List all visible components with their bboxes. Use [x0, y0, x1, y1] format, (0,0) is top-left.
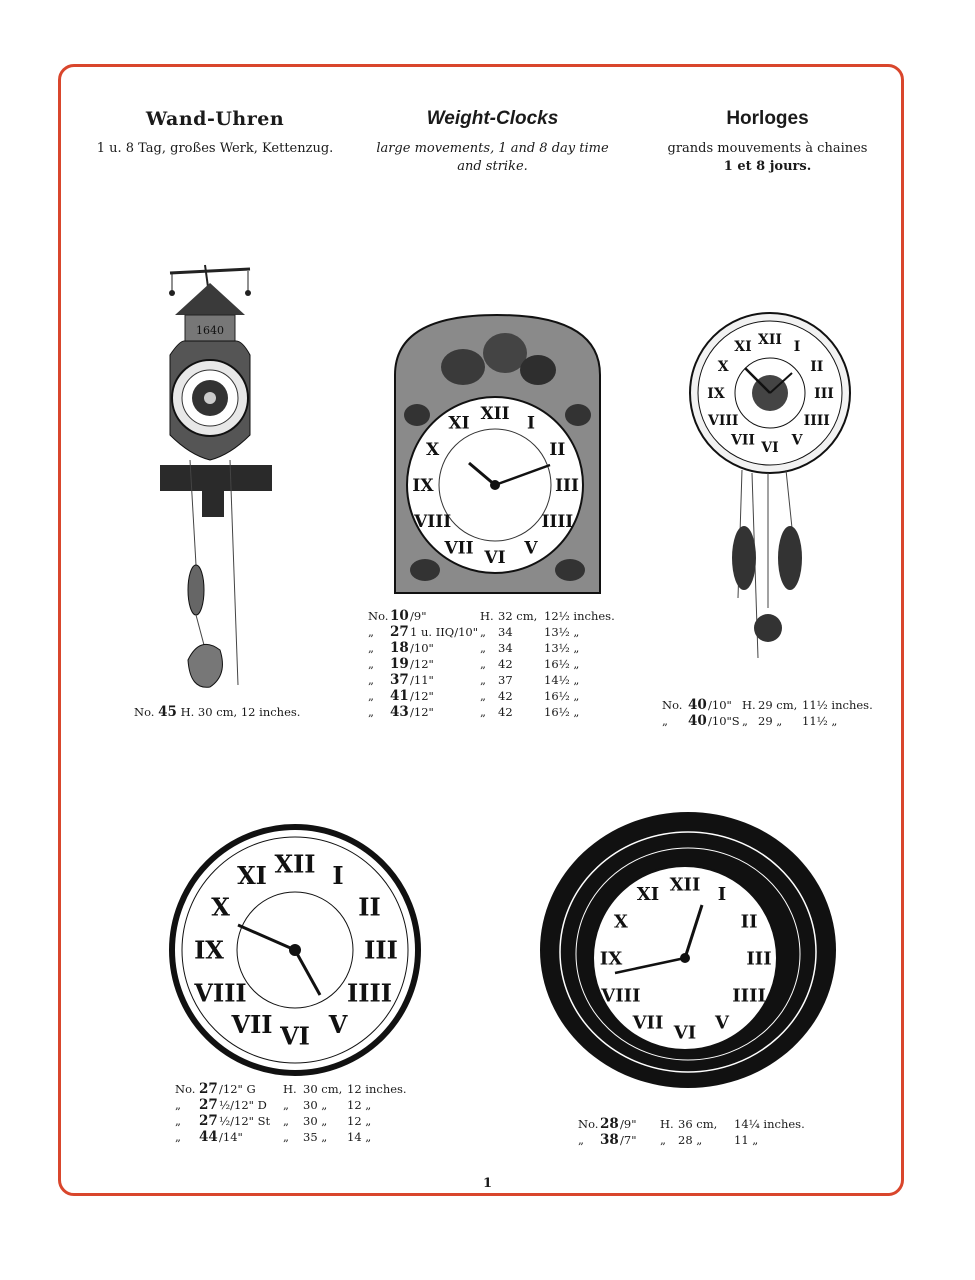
french-title: Horloges [726, 108, 809, 129]
dial-numeral: XII [480, 403, 510, 424]
page-number: 1 [482, 1176, 493, 1191]
spec-no: 27 [199, 1081, 218, 1097]
spec-no: 40 [688, 697, 707, 713]
dial-numeral: IIII [732, 985, 766, 1007]
dial-numeral: III [555, 475, 579, 496]
dial-numeral: I [527, 413, 535, 434]
spec-a: „ [175, 1114, 181, 1128]
dial-numeral: XII [274, 849, 316, 879]
spec-a: „ [175, 1098, 181, 1112]
spec-a: No. [578, 1117, 599, 1131]
spec-size: /12" [410, 705, 434, 719]
spec-h: H. [480, 609, 494, 623]
spec-h: „ [660, 1133, 666, 1147]
french-subtitle-line2: 1 et 8 jours. [723, 159, 812, 174]
spec-size: 1 u. IIQ/10" [410, 625, 479, 639]
clock-10-illustration [395, 315, 600, 595]
spec-h: H. [283, 1082, 297, 1096]
spec-in: 11½ „ [802, 714, 838, 728]
spec-h: „ [480, 641, 486, 655]
spec-in: 13½ „ [544, 625, 580, 639]
spec-in: 12½ inches. [544, 609, 615, 623]
dial-numeral: IX [599, 948, 623, 970]
english-subtitle-line1: large movements, 1 and 8 day time [376, 141, 609, 156]
dial-numeral: III [814, 385, 834, 402]
dial-numeral: X [613, 911, 628, 933]
dial-numeral: XI [636, 884, 660, 906]
clock-45-prefix: No. [134, 705, 155, 719]
spec-a: „ [662, 714, 668, 728]
dial-numeral: V [791, 432, 803, 449]
dial-numeral: VI [761, 439, 779, 456]
spec-cm: 28 „ [678, 1133, 703, 1147]
spec-cm: 30 cm, [303, 1082, 343, 1096]
spec-in: 16½ „ [544, 657, 580, 671]
spec-h: „ [283, 1130, 289, 1144]
spec-no: 43 [390, 704, 409, 720]
spec-a: „ [368, 673, 374, 687]
spec-h: „ [742, 714, 748, 728]
spec-a: No. [662, 698, 683, 712]
french-subtitle-line1: grands mouvements à chaines [667, 141, 868, 156]
dial-numeral: V [524, 538, 538, 559]
spec-h: H. [742, 698, 756, 712]
spec-no: 27 [199, 1097, 218, 1113]
german-header [80, 108, 350, 158]
spec-a: „ [368, 625, 374, 639]
dial-numeral: VII [444, 538, 474, 559]
english-subtitle [360, 140, 625, 176]
dial-numeral: V [715, 1012, 729, 1034]
dial-numeral: X [426, 439, 440, 460]
dial-numeral: X [211, 892, 230, 922]
dial-numeral: XII [669, 874, 701, 896]
spec-in: 14½ „ [544, 673, 580, 687]
dial-numeral: II [740, 911, 758, 933]
dial-numeral: V [328, 1009, 348, 1039]
english-title: Weight-Clocks [426, 108, 559, 129]
spec-in: 12 „ [347, 1114, 372, 1128]
dial-numeral: XII [758, 331, 782, 348]
dial-numeral: VI [484, 547, 506, 568]
spec-size: /9" [410, 609, 427, 623]
dial-numeral: III [746, 948, 772, 970]
spec-cm: 29 cm, [758, 698, 798, 712]
spec-a: „ [368, 641, 374, 655]
spec-h: „ [480, 625, 486, 639]
spec-a: „ [368, 689, 374, 703]
spec-cm: 34 [498, 641, 513, 655]
english-header [360, 108, 625, 176]
spec-size: /14" [219, 1130, 243, 1144]
spec-size: /11" [410, 673, 434, 687]
german-subtitle: 1 u. 8 Tag, großes Werk, Kettenzug. [96, 141, 334, 156]
spec-no: 19 [390, 656, 409, 672]
dial-numeral: IX [707, 385, 725, 402]
dial-numeral: III [364, 935, 398, 965]
spec-no: 28 [600, 1116, 619, 1132]
spec-in: 12 inches. [347, 1082, 407, 1096]
dial-numeral: II [549, 439, 566, 460]
spec-in: 14 „ [347, 1130, 372, 1144]
spec-in: 12 „ [347, 1098, 372, 1112]
spec-cm: 36 cm, [678, 1117, 718, 1131]
spec-no: 18 [390, 640, 409, 656]
dial-numeral: X [717, 358, 729, 375]
dial-numeral: I [793, 339, 801, 356]
dial-numeral: VIII [601, 985, 641, 1007]
dial-numeral: VI [280, 1021, 310, 1051]
spec-a: „ [368, 657, 374, 671]
dial-numeral: I [717, 884, 727, 906]
spec-in: 13½ „ [544, 641, 580, 655]
clock-27-illustration [170, 825, 420, 1075]
spec-cm: 42 [498, 657, 513, 671]
spec-no: 40 [688, 713, 707, 729]
clock-45-year: 1640 [196, 324, 224, 337]
spec-size: /12" [410, 657, 434, 671]
spec-cm: 30 „ [303, 1114, 328, 1128]
spec-h: „ [480, 705, 486, 719]
spec-cm: 42 [498, 689, 513, 703]
spec-size: ½/12" D [219, 1098, 267, 1112]
spec-cm: 34 [498, 625, 513, 639]
clock-45-illustration [160, 265, 290, 695]
french-header [650, 108, 885, 176]
english-subtitle-line2: and strike. [457, 159, 528, 174]
spec-cm: 30 „ [303, 1098, 328, 1112]
spec-in: 16½ „ [544, 705, 580, 719]
dial-numeral: VIII [414, 511, 452, 532]
french-subtitle [650, 140, 885, 176]
spec-no: 27 [199, 1113, 218, 1129]
spec-no: 27 [390, 624, 409, 640]
spec-size: /10"S [708, 714, 740, 728]
dial-numeral: II [358, 892, 381, 922]
spec-size: /9" [620, 1117, 637, 1131]
spec-cm: 37 [498, 673, 513, 687]
spec-size: /10" [410, 641, 434, 655]
dial-numeral: VIII [194, 978, 247, 1008]
dial-numeral: I [332, 860, 344, 890]
spec-a: No. [175, 1082, 196, 1096]
spec-cm: 29 „ [758, 714, 783, 728]
spec-h: „ [480, 673, 486, 687]
spec-no: 41 [390, 688, 409, 704]
dial-numeral: XI [448, 413, 470, 434]
spec-size: /12" [410, 689, 434, 703]
spec-a: „ [368, 705, 374, 719]
clock-40-illustration [690, 318, 860, 678]
spec-in: 14¼ inches. [734, 1117, 805, 1131]
spec-h: „ [480, 657, 486, 671]
spec-cm: 42 [498, 705, 513, 719]
dial-numeral: IIII [803, 412, 830, 429]
spec-size: /12" G [219, 1082, 256, 1096]
dial-numeral: VIII [707, 412, 739, 429]
dial-numeral: XI [237, 860, 267, 890]
spec-no: 10 [390, 608, 409, 624]
dial-numeral: IX [194, 935, 224, 965]
spec-no: 37 [390, 672, 409, 688]
german-title: Wand-Uhren [145, 108, 285, 130]
spec-in: 11 „ [734, 1133, 759, 1147]
spec-cm: 35 „ [303, 1130, 328, 1144]
spec-h: H. [660, 1117, 674, 1131]
clock-45-caption [134, 704, 300, 720]
dial-numeral: II [810, 358, 824, 375]
spec-h: „ [283, 1114, 289, 1128]
spec-size: /10" [708, 698, 732, 712]
clock-45-number: 45 [158, 704, 177, 720]
dial-numeral: XI [734, 339, 752, 356]
spec-cm: 32 cm, [498, 609, 538, 623]
dial-numeral: VII [231, 1009, 273, 1039]
spec-size: /7" [620, 1133, 637, 1147]
clock-45-dimensions: H. 30 cm, 12 inches. [180, 705, 301, 719]
dial-numeral: VII [731, 432, 755, 449]
spec-size: ½/12" St [219, 1114, 271, 1128]
spec-no: 38 [600, 1132, 619, 1148]
spec-a: No. [368, 609, 389, 623]
clock-28-illustration [540, 810, 840, 1090]
dial-numeral: VII [632, 1012, 664, 1034]
dial-numeral: VI [673, 1022, 697, 1044]
spec-h: „ [480, 689, 486, 703]
spec-no: 44 [199, 1129, 218, 1145]
dial-numeral: IX [412, 475, 434, 496]
dial-numeral: IIII [541, 511, 574, 532]
dial-numeral: IIII [347, 978, 392, 1008]
spec-h: „ [283, 1098, 289, 1112]
spec-in: 16½ „ [544, 689, 580, 703]
spec-a: „ [578, 1133, 584, 1147]
spec-in: 11½ inches. [802, 698, 873, 712]
spec-a: „ [175, 1130, 181, 1144]
